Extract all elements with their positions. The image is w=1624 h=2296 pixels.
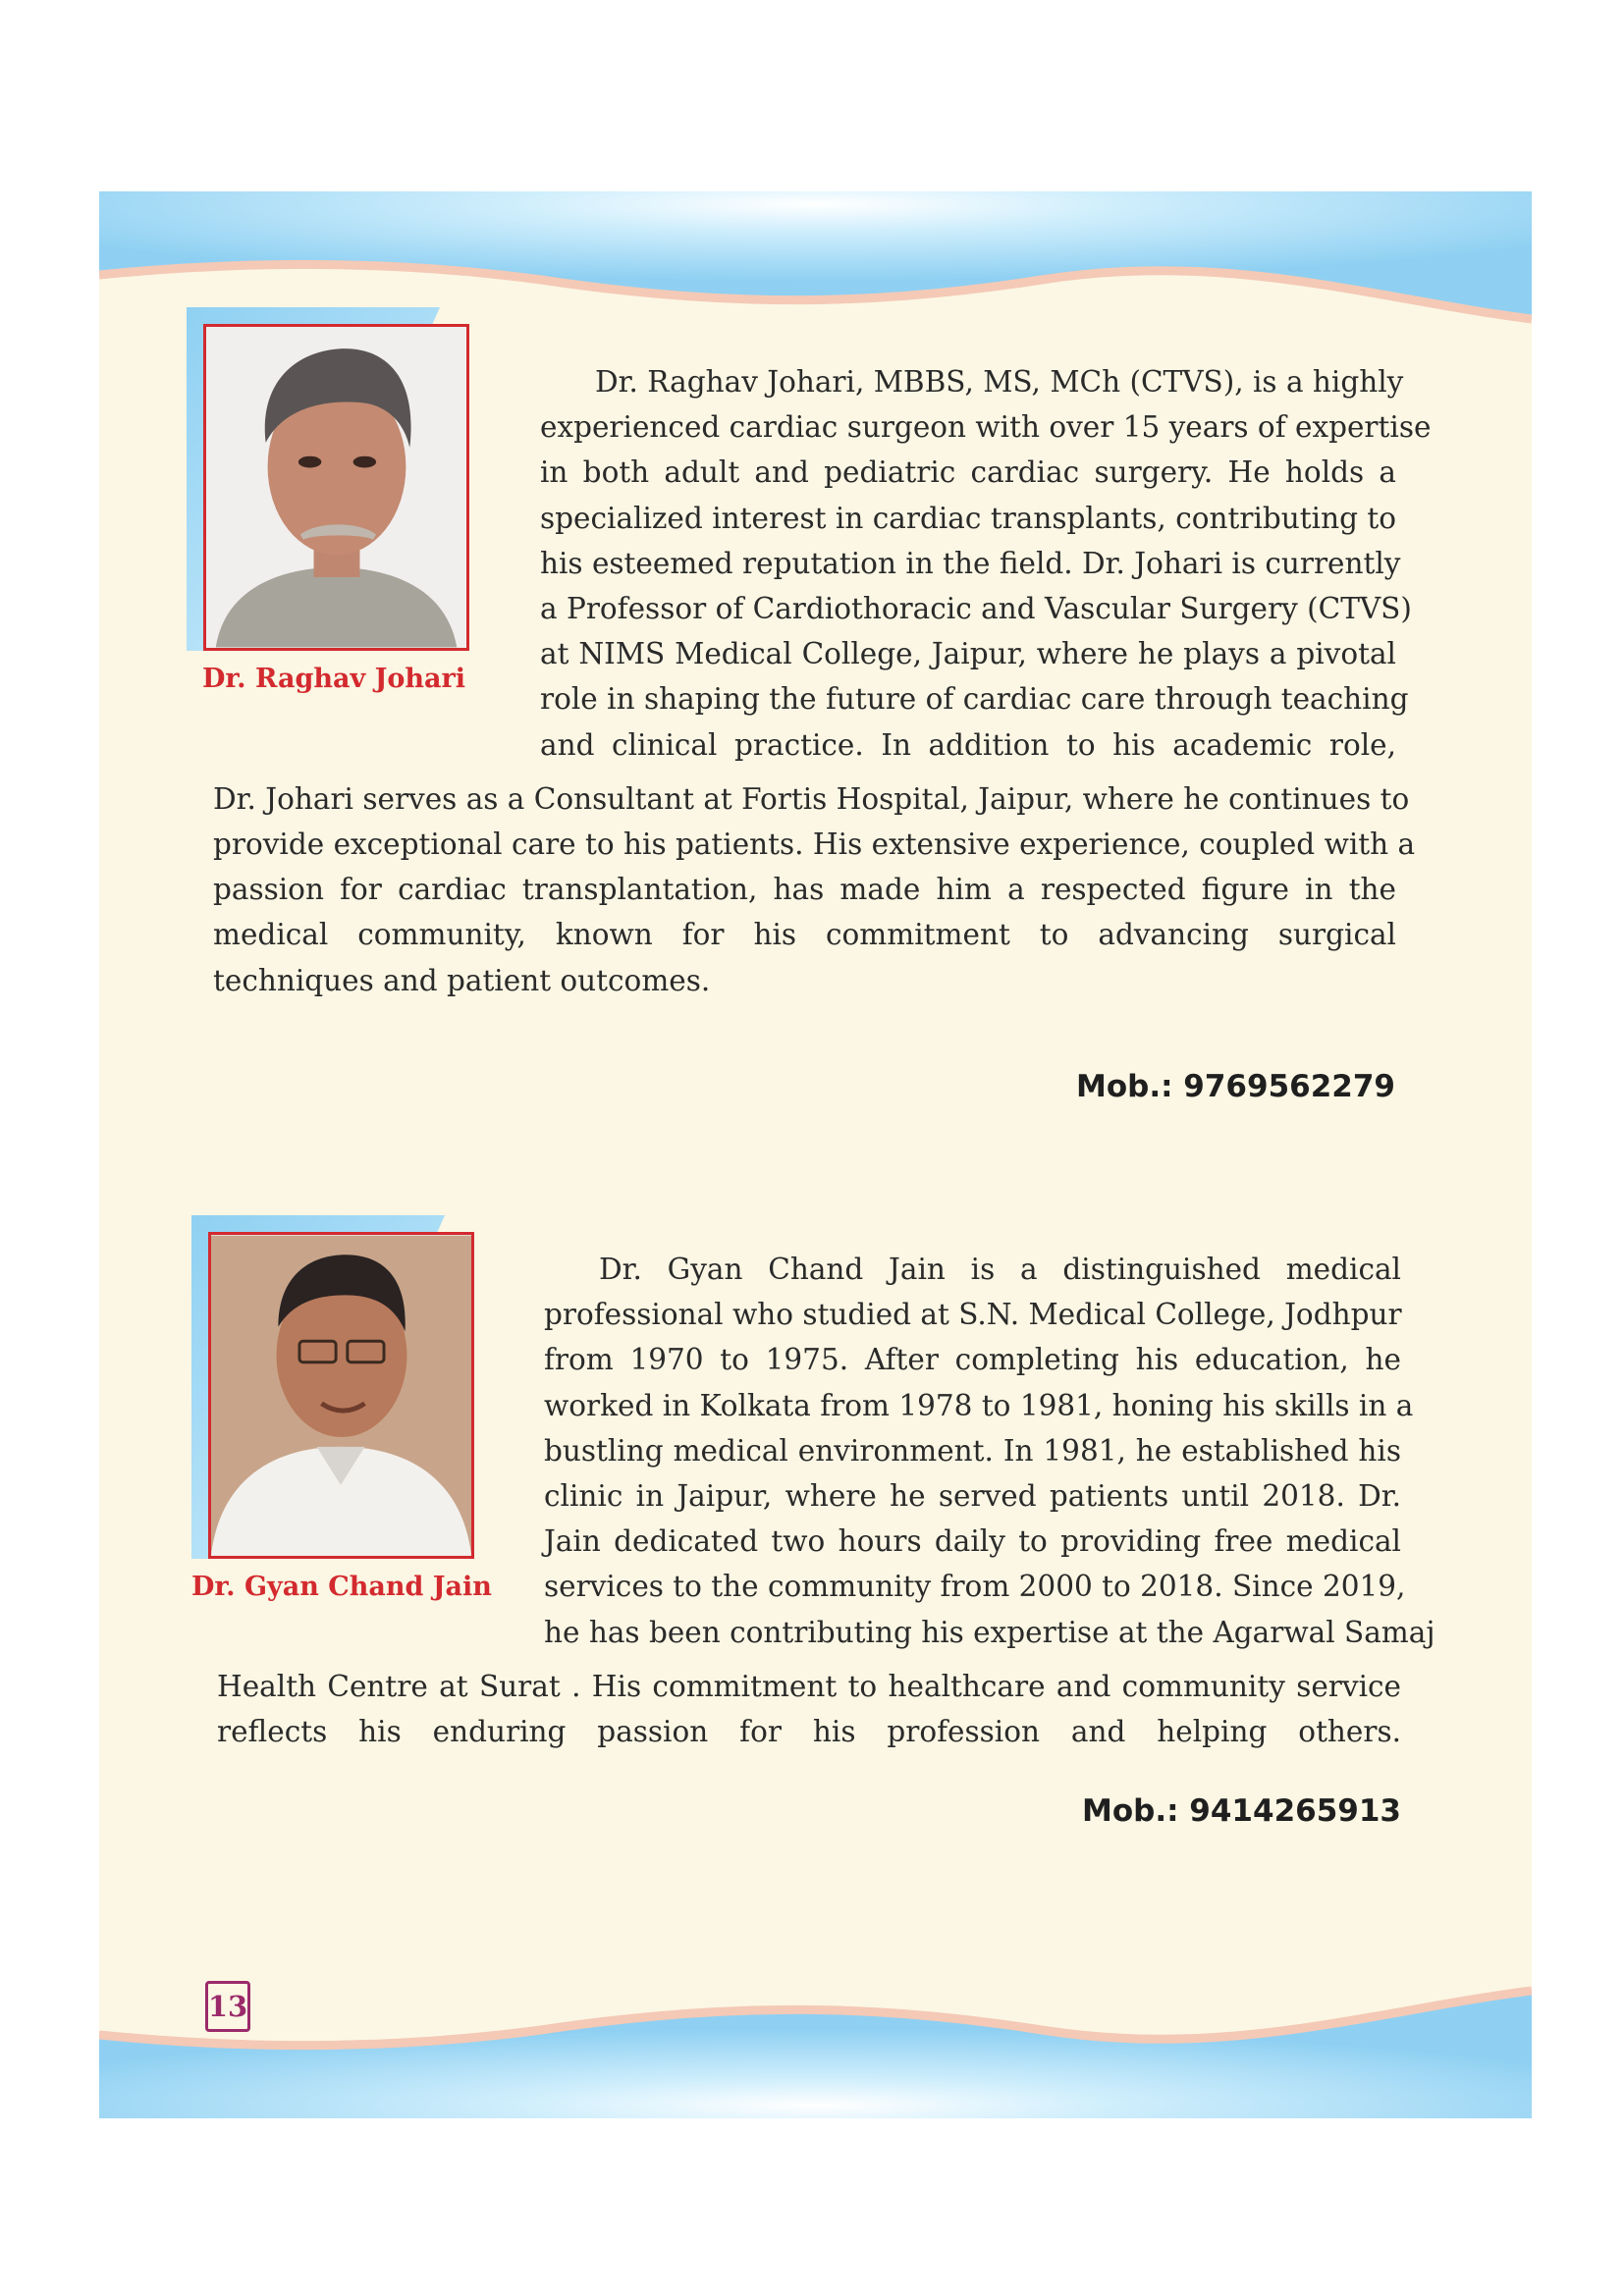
bio-line: at NIMS Medical College, Jaipur, where he plays a pivotal [540,637,1396,671]
page-number: 13 [205,1981,250,2032]
bio-line: in both adult and pediatric cardiac surgery. He holds a [540,455,1396,490]
bio-line: services to the community from 2000 to 2018. Since 2019, [544,1570,1406,1604]
bio-line: worked in Kolkata from 1978 to 1981, honing his skills in a [544,1388,1414,1422]
bio-line: provide exceptional care to his patients. His extensive experience, coupled with a [213,828,1416,862]
bio-line: Dr. Gyan Chand Jain is a distinguished medical [599,1253,1401,1286]
mobile-number: Mob.: 9414265913 [1081,1793,1401,1829]
profile-bio [217,1247,1435,1754]
bio-line: professional who studied at S.N. Medical College, Jodhpur [544,1298,1402,1332]
bio-line: bustling medical environment. In 1981, he established his [544,1433,1401,1468]
bio-line: Health Centre at Surat . His commitment to healthcare and community service [217,1669,1401,1703]
bio-line: he has been contributing his expertise at the Agarwal Samaj [544,1615,1435,1649]
bio-line: reflects his enduring passion for his profession and helping others. [217,1715,1401,1749]
profile-bio [213,359,1432,1003]
bio-line: role in shaping the future of cardiac care through teaching [540,682,1409,717]
bio-line: medical community, known for his commitment to advancing surgical [213,918,1396,952]
bio-line: Jain dedicated two hours daily to providing free medical [544,1524,1401,1559]
bio-line: Dr. Raghav Johari, MBBS, MS, MCh (CTVS), is a highly [595,365,1404,399]
bio-line: and clinical practice. In addition to his academic role, [540,727,1396,762]
bio-line: Dr. Johari serves as a Consultant at Fortis Hospital, Jaipur, where he continues to [213,781,1410,816]
bio-line: clinic in Jaipur, where he served patients until 2018. Dr. [544,1479,1401,1514]
profile-name-caption: Dr. Gyan Chand Jain [191,1572,492,1602]
bio-line: experienced cardiac surgeon with over 15 years of expertise [540,410,1432,445]
bio-line: from 1970 to 1975. After completing his education, he [544,1343,1401,1377]
profile-name-caption: Dr. Raghav Johari [202,664,465,694]
bottom-wave-decoration [99,1971,1532,2118]
bio-line: passion for cardiac transplantation, has made him a respected figure in the [213,873,1396,907]
bio-line: specialized interest in cardiac transplants, contributing to [540,501,1396,535]
bio-line: his esteemed reputation in the field. Dr. Johari is currently [540,546,1401,580]
bio-line: techniques and patient outcomes. [213,963,711,997]
mobile-number: Mob.: 9769562279 [1075,1069,1395,1104]
bio-line: a Professor of Cardiothoracic and Vascular Surgery (CTVS) [540,592,1412,626]
